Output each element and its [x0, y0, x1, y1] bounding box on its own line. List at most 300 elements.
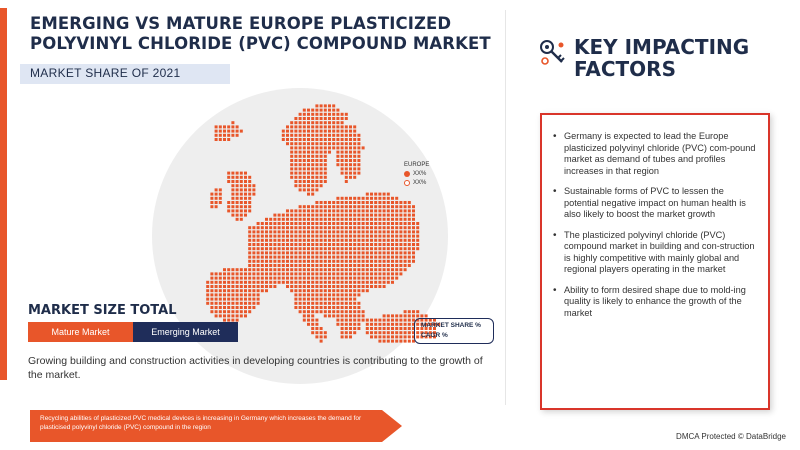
map-dot: [315, 104, 318, 107]
map-dot: [324, 109, 327, 112]
map-dot: [303, 172, 306, 175]
map-dot: [328, 285, 331, 288]
map-dot: [315, 113, 318, 116]
map-dot: [311, 209, 314, 212]
map-dot: [303, 293, 306, 296]
map-dot: [307, 130, 310, 133]
map-dot: [311, 285, 314, 288]
map-dot: [374, 222, 377, 225]
map-dot: [269, 230, 272, 233]
map-dot: [399, 268, 402, 271]
map-dot: [332, 306, 335, 309]
map-dot: [332, 134, 335, 137]
map-dot: [370, 277, 373, 280]
map-dot: [324, 314, 327, 317]
map-dot: [395, 251, 398, 254]
map-dot: [210, 289, 213, 292]
map-dot: [341, 134, 344, 137]
map-dot: [395, 256, 398, 259]
map-dot: [378, 226, 381, 229]
map-dot: [341, 293, 344, 296]
map-dot: [265, 247, 268, 250]
map-dot: [328, 205, 331, 208]
map-dot: [328, 235, 331, 238]
map-dot: [257, 230, 260, 233]
map-dot: [324, 209, 327, 212]
map-dot: [357, 155, 360, 158]
map-dot: [353, 209, 356, 212]
map-dot: [299, 209, 302, 212]
map-dot: [290, 251, 293, 254]
map-dot: [404, 243, 407, 246]
map-dot: [408, 314, 411, 317]
map-dot: [294, 142, 297, 145]
map-dot: [269, 281, 272, 284]
map-dot: [307, 159, 310, 162]
map-dot: [345, 151, 348, 154]
map-dot: [362, 310, 365, 313]
map-dot: [240, 306, 243, 309]
map-dot: [328, 268, 331, 271]
map-dot: [395, 222, 398, 225]
map-dot: [294, 172, 297, 175]
map-dot: [269, 285, 272, 288]
map-dot: [252, 272, 255, 275]
map-dot: [227, 209, 230, 212]
map-dot: [257, 277, 260, 280]
map-dot: [391, 222, 394, 225]
map-dot: [370, 264, 373, 267]
map-dot: [320, 218, 323, 221]
map-dot: [345, 226, 348, 229]
map-dot: [391, 327, 394, 330]
map-dot: [391, 201, 394, 204]
map-dot: [236, 306, 239, 309]
map-dot: [366, 281, 369, 284]
map-dot: [210, 285, 213, 288]
map-dot: [383, 314, 386, 317]
map-dot: [408, 319, 411, 322]
map-dot: [294, 302, 297, 305]
map-dot: [248, 188, 251, 191]
map-dot: [366, 239, 369, 242]
map-dot: [336, 138, 339, 141]
map-dot: [215, 134, 218, 137]
map-dot: [315, 268, 318, 271]
map-dot: [345, 260, 348, 263]
map-dot: [294, 285, 297, 288]
map-dot: [374, 201, 377, 204]
map-dot: [273, 235, 276, 238]
map-dot: [248, 268, 251, 271]
map-dot: [349, 134, 352, 137]
map-dot: [345, 172, 348, 175]
map-dot: [353, 268, 356, 271]
map-dot: [257, 251, 260, 254]
map-dot: [252, 226, 255, 229]
map-dot: [357, 226, 360, 229]
map-dot: [303, 256, 306, 259]
map-dot: [311, 167, 314, 170]
map-dot: [324, 264, 327, 267]
map-dot: [332, 226, 335, 229]
map-dot: [328, 293, 331, 296]
map-dot: [278, 214, 281, 217]
map-dot: [336, 146, 339, 149]
map-dot: [290, 285, 293, 288]
map-dot: [395, 327, 398, 330]
map-dot: [408, 331, 411, 334]
map-dot: [248, 306, 251, 309]
map-dot: [412, 214, 415, 217]
map-dot: [324, 272, 327, 275]
map-dot: [374, 193, 377, 196]
map-dot: [395, 205, 398, 208]
map-dot: [349, 155, 352, 158]
map-dot: [252, 193, 255, 196]
map-dot: [311, 327, 314, 330]
map-dot: [223, 134, 226, 137]
map-dot: [307, 260, 310, 263]
map-dot: [336, 251, 339, 254]
map-dot: [315, 230, 318, 233]
map-dot: [383, 264, 386, 267]
map-dot: [332, 268, 335, 271]
map-dot: [328, 314, 331, 317]
map-dot: [311, 188, 314, 191]
map-dot: [294, 272, 297, 275]
map-dot: [349, 230, 352, 233]
mature-market-button[interactable]: Mature Market: [28, 322, 133, 342]
map-dot: [315, 247, 318, 250]
map-dot: [261, 272, 264, 275]
map-dot: [269, 264, 272, 267]
map-dot: [336, 113, 339, 116]
map-dot: [299, 214, 302, 217]
map-dot: [303, 319, 306, 322]
map-dot: [265, 251, 268, 254]
map-dot: [303, 134, 306, 137]
map-dot: [399, 256, 402, 259]
map-dot: [399, 264, 402, 267]
map-dot: [345, 256, 348, 259]
legend-item: [404, 171, 429, 177]
map-dot: [353, 159, 356, 162]
map-dot: [383, 331, 386, 334]
map-dot: [236, 201, 239, 204]
map-dot: [315, 134, 318, 137]
map-dot: [328, 260, 331, 263]
map-dot: [399, 272, 402, 275]
map-dot: [370, 272, 373, 275]
map-dot: [399, 340, 402, 343]
map-dot: [341, 239, 344, 242]
map-dot: [374, 251, 377, 254]
map-dot: [345, 302, 348, 305]
map-dot: [341, 172, 344, 175]
map-dot: [353, 281, 356, 284]
map-dot: [336, 310, 339, 313]
map-dot: [290, 218, 293, 221]
map-dot: [366, 327, 369, 330]
map-dot: [215, 188, 218, 191]
map-dot: [315, 335, 318, 338]
map-dot: [328, 251, 331, 254]
map-dot: [353, 201, 356, 204]
map-dot: [261, 285, 264, 288]
map-dot: [231, 209, 234, 212]
map-dot: [416, 235, 419, 238]
map-dot: [236, 180, 239, 183]
map-dot: [399, 222, 402, 225]
map-dot: [294, 293, 297, 296]
map-dot: [332, 235, 335, 238]
map-dot: [357, 159, 360, 162]
map-dot: [303, 281, 306, 284]
map-dot: [227, 302, 230, 305]
map-dot: [387, 335, 390, 338]
map-dot: [315, 226, 318, 229]
map-dot: [378, 272, 381, 275]
map-dot: [315, 319, 318, 322]
map-dot: [320, 298, 323, 301]
map-dot: [357, 235, 360, 238]
map-dot: [215, 310, 218, 313]
map-dot: [387, 256, 390, 259]
map-dot: [248, 201, 251, 204]
map-dot: [366, 243, 369, 246]
map-dot: [391, 340, 394, 343]
map-dot: [227, 201, 230, 204]
map-dot: [223, 130, 226, 133]
map-dot: [378, 230, 381, 233]
map-dot: [244, 201, 247, 204]
map-dot: [412, 314, 415, 317]
map-dot: [341, 146, 344, 149]
map-dot: [387, 323, 390, 326]
map-dot: [349, 159, 352, 162]
map-dot: [248, 230, 251, 233]
map-dot: [353, 172, 356, 175]
map-dot: [320, 125, 323, 128]
legend-item: [404, 180, 429, 186]
map-dot: [362, 218, 365, 221]
map-dot: [320, 260, 323, 263]
map-dot: [370, 251, 373, 254]
map-dot: [387, 193, 390, 196]
map-dot: [408, 335, 411, 338]
map-dot: [320, 289, 323, 292]
map-dot: [311, 256, 314, 259]
map-dot: [299, 184, 302, 187]
map-dot: [290, 151, 293, 154]
map-dot: [290, 176, 293, 179]
map-dot: [357, 289, 360, 292]
map-dot: [353, 327, 356, 330]
map-dot: [307, 109, 310, 112]
map-dot: [252, 268, 255, 271]
map-dot: [357, 272, 360, 275]
map-dot: [349, 235, 352, 238]
map-dot: [244, 272, 247, 275]
map-dot: [349, 138, 352, 141]
map-dot: [320, 142, 323, 145]
map-dot: [299, 222, 302, 225]
map-dot: [299, 235, 302, 238]
map-dot: [248, 235, 251, 238]
map-dot: [240, 205, 243, 208]
map-dot: [294, 138, 297, 141]
map-dot: [332, 214, 335, 217]
map-dot: [341, 235, 344, 238]
map-dot: [236, 218, 239, 221]
map-dot: [236, 214, 239, 217]
map-dot: [370, 331, 373, 334]
map-dot: [395, 197, 398, 200]
map-dot: [257, 289, 260, 292]
map-dot: [282, 239, 285, 242]
map-dot: [278, 256, 281, 259]
map-dot: [215, 125, 218, 128]
map-dot: [332, 121, 335, 124]
map-dot: [320, 109, 323, 112]
map-dot: [278, 260, 281, 263]
map-dot: [399, 327, 402, 330]
map-dot: [294, 289, 297, 292]
map-dot: [286, 138, 289, 141]
map-dot: [290, 243, 293, 246]
map-dot: [320, 306, 323, 309]
map-dot: [299, 167, 302, 170]
map-dot: [349, 151, 352, 154]
map-dot: [404, 314, 407, 317]
map-dot: [286, 235, 289, 238]
map-dot: [248, 260, 251, 263]
map-dot: [366, 205, 369, 208]
map-dot: [219, 201, 222, 204]
map-dot: [345, 298, 348, 301]
map-dot: [404, 226, 407, 229]
map-dot: [248, 247, 251, 250]
map-dot: [315, 222, 318, 225]
map-dot: [341, 243, 344, 246]
map-dot: [248, 256, 251, 259]
map-dot: [320, 281, 323, 284]
map-dot: [290, 172, 293, 175]
map-dot: [265, 239, 268, 242]
map-dot: [320, 256, 323, 259]
map-dot: [231, 268, 234, 271]
map-dot: [332, 272, 335, 275]
map-dot: [303, 218, 306, 221]
map-dot: [236, 188, 239, 191]
map-dot: [345, 176, 348, 179]
map-dot: [261, 256, 264, 259]
map-dot: [324, 260, 327, 263]
map-dot: [341, 302, 344, 305]
map-dot: [290, 272, 293, 275]
map-dot: [261, 281, 264, 284]
map-dot: [303, 268, 306, 271]
map-dot: [362, 214, 365, 217]
map-dot: [320, 159, 323, 162]
map-dot: [357, 260, 360, 263]
map-dot: [336, 247, 339, 250]
map-dot: [349, 130, 352, 133]
map-dot: [378, 340, 381, 343]
map-dot: [366, 289, 369, 292]
emerging-market-button[interactable]: Emerging Market: [133, 322, 238, 342]
map-dot: [315, 184, 318, 187]
map-dot: [244, 184, 247, 187]
map-dot: [345, 230, 348, 233]
map-dot: [294, 239, 297, 242]
map-dot: [357, 146, 360, 149]
map-dot: [320, 251, 323, 254]
map-dot: [328, 302, 331, 305]
map-dot: [357, 209, 360, 212]
map-dot: [311, 134, 314, 137]
map-dot: [320, 293, 323, 296]
map-dot: [294, 247, 297, 250]
map-dot: [383, 323, 386, 326]
map-dot: [378, 222, 381, 225]
map-dot: [412, 222, 415, 225]
map-dot: [307, 235, 310, 238]
map-dot: [303, 247, 306, 250]
map-dot: [320, 302, 323, 305]
map-dot: [294, 167, 297, 170]
map-dot: [252, 184, 255, 187]
map-dot: [383, 327, 386, 330]
map-dot: [286, 134, 289, 137]
map-dot: [362, 235, 365, 238]
map-dot: [324, 180, 327, 183]
map-dot: [219, 272, 222, 275]
map-dot: [294, 264, 297, 267]
map-dot: [286, 256, 289, 259]
map-dot: [362, 289, 365, 292]
map-dot: [383, 197, 386, 200]
map-dot: [278, 247, 281, 250]
map-dot: [299, 205, 302, 208]
map-dot: [307, 151, 310, 154]
map-dot: [341, 214, 344, 217]
map-dot: [265, 264, 268, 267]
map-dot: [311, 180, 314, 183]
map-dot: [357, 138, 360, 141]
map-dot: [399, 218, 402, 221]
map-dot: [332, 142, 335, 145]
map-dot: [294, 121, 297, 124]
map-dot: [219, 197, 222, 200]
map-dot: [290, 209, 293, 212]
map-dot: [378, 327, 381, 330]
map-dot: [345, 247, 348, 250]
map-dot: [231, 197, 234, 200]
map-dot: [349, 214, 352, 217]
map-dot: [299, 130, 302, 133]
map-dot: [294, 176, 297, 179]
map-dot: [315, 125, 318, 128]
map-dot: [311, 235, 314, 238]
map-dot: [383, 277, 386, 280]
map-dot: [231, 176, 234, 179]
map-dot: [303, 226, 306, 229]
map-dot: [252, 251, 255, 254]
map-dot: [269, 256, 272, 259]
map-dot: [328, 256, 331, 259]
